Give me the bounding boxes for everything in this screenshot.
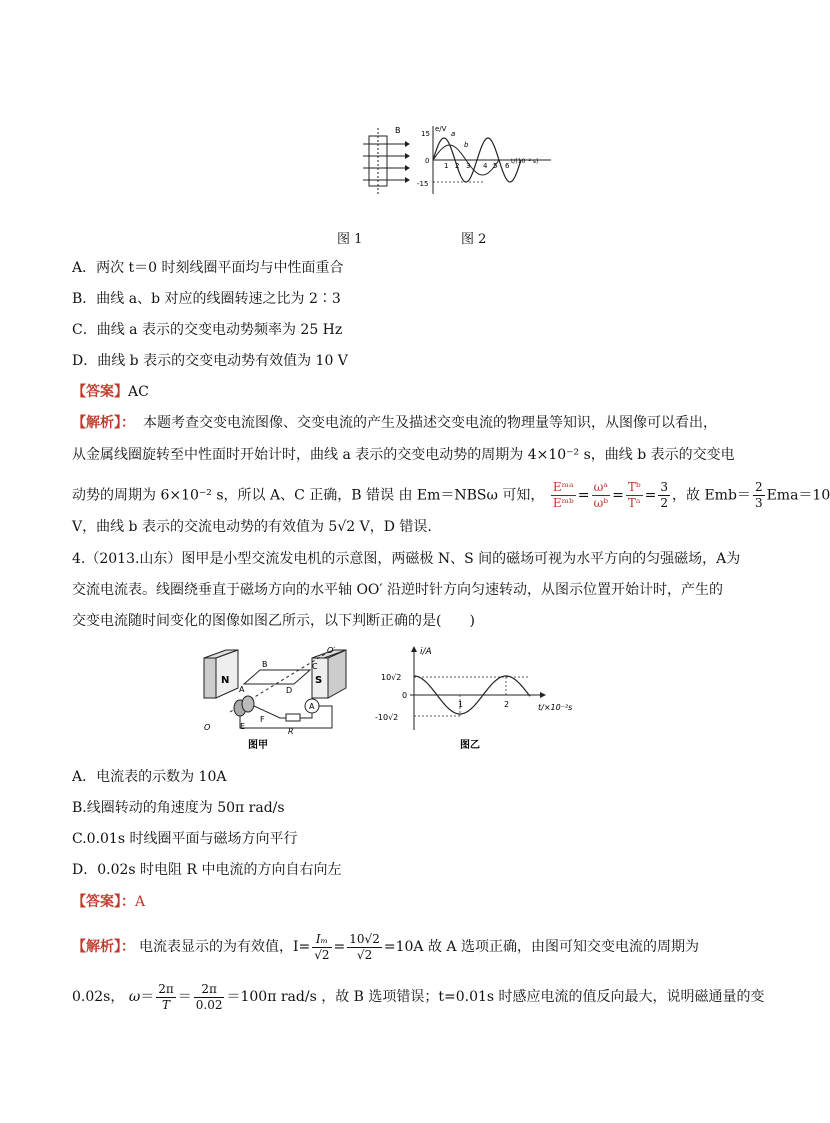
- q4-answer: [72, 892, 145, 912]
- frac-den: T: [161, 997, 170, 1012]
- frac-den: √2: [356, 947, 373, 962]
- axis-o-prime-label: O′: [327, 646, 336, 655]
- omega-fraction-2: [194, 982, 225, 1013]
- x-axis-label: t/(10⁻² s): [511, 158, 539, 165]
- coil-c-label: C: [312, 662, 318, 671]
- q4-option-c: C.0.01s 时线圈平面与磁场方向平行: [72, 831, 298, 847]
- frac-num: ωᵃ: [592, 480, 611, 496]
- i-t-graph: [375, 646, 572, 751]
- q3-analysis-line1: [72, 413, 717, 433]
- q4-analysis-line1: 【解析】： 电流表显示的为有效值，I= $\frac{\text{Iₘ}}{√2}$ = $\frac{10√2}{√2}$ =10A 故 A 选项正确，由图可知交变电流的周期为: [72, 931, 699, 962]
- q4-option-d: D．0.02s 时电阻 R 中电流的方向自右向左: [72, 862, 342, 878]
- q4-stem-line1: 4.（2013.山东）图甲是小型交流发电机的示意图，两磁极 N、S 间的磁场可视为水平方向的匀强磁场，A为: [72, 551, 741, 567]
- ratio-fraction-2: [592, 480, 611, 511]
- y-tick-0: 0: [425, 157, 430, 165]
- q3-answer: [72, 382, 149, 402]
- q3-analysis-text3c: Ema＝10: [766, 487, 830, 504]
- q4-answer-label: 【答案】：: [72, 894, 135, 910]
- curve-b-label: b: [464, 141, 469, 149]
- q4-stem-line2: 交流电流表。线圈绕垂直于磁场方向的水平轴 OO′ 沿逆时针方向匀速转动，从图示位置开始计时，产生的: [72, 582, 724, 598]
- q4-analysis-text2b: ＝100π rad/s ，故 B 选项错误；t=0.01s 时感应电流的值反向最大，说明磁通量的变: [226, 989, 765, 1005]
- figure-yi-caption: 图乙: [460, 740, 480, 751]
- x-tick-1: 1: [444, 162, 449, 170]
- axis-o-label: O: [204, 723, 211, 732]
- q4-analysis-line2: 0.02s， ω＝ $\frac{2\pi}{T}$ ＝ $\frac{2\pi}{0.02}$ ＝100π rad/s ，故 B 选项错误；t=0.01s 时感应电流的值反向最大，说明磁通量的变: [72, 981, 765, 1012]
- omega-symbol: ω: [128, 989, 141, 1005]
- omega-fraction-1: [156, 982, 176, 1013]
- ratio-fraction-3: [626, 480, 643, 511]
- x-tick-3: 3: [466, 162, 471, 170]
- magnet-n-label: N: [221, 675, 230, 686]
- ratio-fraction-4: [658, 480, 670, 511]
- y-tick-neg15: -15: [417, 180, 429, 188]
- figure-jia-yi-svg: [200, 644, 600, 756]
- q3-option-d: D．曲线 b 表示的交变电动势有效值为 10 V: [72, 353, 348, 369]
- x-tick-1: 1: [458, 700, 464, 709]
- frac-den: Eᵐᵇ: [552, 496, 574, 510]
- q3-analysis-label: 【解析】：: [72, 415, 135, 431]
- magnet-s-label: S: [315, 675, 323, 686]
- ratio-fraction-1: [551, 480, 576, 511]
- frac-num: 10√2: [349, 931, 380, 946]
- coil-d-label: D: [286, 686, 293, 695]
- frac-num: Iₘ: [312, 932, 331, 948]
- frac-num: Tᵇ: [627, 480, 641, 494]
- q4-analysis-text1a: 电流表显示的为有效值，I=: [139, 939, 311, 955]
- x-tick-4: 4: [483, 162, 488, 170]
- frac-num: 2π: [158, 981, 174, 996]
- frac-den: 3: [754, 496, 763, 510]
- q3-option-c: C．曲线 a 表示的交变电动势频率为 25 Hz: [72, 322, 343, 338]
- frac-num: 3: [660, 480, 669, 494]
- q4-analysis-label: 【解析】：: [72, 939, 135, 955]
- x-tick-6: 6: [505, 162, 510, 170]
- curve-a-label: a: [451, 130, 456, 138]
- figure-1-2-svg: [355, 122, 555, 202]
- resistor-r-label: R: [288, 727, 294, 736]
- q3-answer-value: AC: [128, 384, 149, 400]
- coil-b-label: B: [262, 660, 268, 669]
- frac-den: √2: [314, 947, 330, 962]
- figure-jia-caption: 图甲: [248, 740, 268, 751]
- coil-diagram: [363, 126, 410, 194]
- q4-option-b: B.线圈转动的角速度为 50π rad/s: [72, 800, 285, 816]
- frac-num: Eᵐᵃ: [551, 480, 576, 496]
- q4-option-a: A．电流表的示数为 10A: [72, 769, 227, 785]
- frac-den: ωᵇ: [593, 496, 609, 510]
- x-tick-5: 5: [493, 162, 498, 170]
- e-t-graph: [417, 125, 551, 194]
- q4-stem-line3: 交变电流随时间变化的图像如图乙所示，以下判断正确的是( ): [72, 613, 475, 629]
- brush-f-label: F: [260, 715, 265, 724]
- q3-analysis-text3a: 动势的周期为 6×10⁻² s，所以 A、C 正确，B 错误 由 Em＝NBSω 可知，: [72, 487, 545, 504]
- q3-answer-label: 【答案】: [72, 384, 128, 400]
- brush-e-label: E: [240, 722, 246, 731]
- axis-B-label: B: [395, 126, 401, 135]
- frac-num: 2: [754, 480, 763, 494]
- q3-analysis-text3b: ，故 Emb＝: [672, 487, 751, 504]
- value-fraction: [347, 932, 382, 963]
- x-tick-2: 2: [504, 700, 510, 709]
- q3-option-a: A．两次 t＝0 时刻线圈平面均与中性面重合: [72, 260, 344, 276]
- ratio-fraction-5: [753, 480, 765, 511]
- frac-den: 2: [660, 496, 669, 510]
- q3-analysis-line4: V，曲线 b 表示的交流电动势的有效值为 5√2 V，D 错误.: [72, 519, 432, 535]
- ammeter-label: A: [309, 702, 315, 711]
- coil-a-label: A: [239, 685, 245, 694]
- y-tick-zero: 0: [402, 691, 408, 700]
- y-axis-label-i: i/A: [420, 647, 432, 657]
- q3-analysis-line3: 动势的周期为 6×10⁻² s，所以 A、C 正确，B 错误 由 Em＝NBSω 可知， $\frac{\text{Eᵐᵃ}}{\text{Eᵐᵇ}}$ = $\frac{\text{ωᵃ}}{\text{ωᵇ}}$ = $\frac{\text{Tᵇ}}{\text{Tᵃ}}$ = $\frac{3}{2}$ ，故 Emb＝ $\frac{2}{3}$ Ema＝10: [72, 480, 830, 510]
- frac-num: 2π: [194, 982, 225, 998]
- y-tick-neg: -10√2: [375, 713, 399, 722]
- x-tick-2: 2: [455, 162, 460, 170]
- q3-analysis-text1: 本题考查交变电流图像、交变电流的产生及描述交变电流的物理量等知识，从图像可以看出，: [143, 415, 717, 431]
- y-tick-pos: 10√2: [381, 673, 402, 682]
- figure-jia-yi: [200, 644, 600, 756]
- y-tick-15: 15: [421, 130, 430, 138]
- figure-2-caption: 图 2: [461, 232, 487, 247]
- q4-analysis-text1b: =10A 故 A 选项正确，由图可知交变电流的周期为: [383, 939, 699, 955]
- y-axis-label: e/V: [435, 125, 447, 133]
- q4-analysis-text2a: 0.02s，: [72, 989, 125, 1005]
- q3-analysis-line2: 从金属线圈旋转至中性面时开始计时，曲线 a 表示的交变电动势的周期为 4×10⁻² s，曲线 b 表示的交变电: [72, 447, 735, 463]
- figure-1-caption: 图 1: [337, 232, 363, 247]
- figure-1-2: [355, 122, 555, 202]
- frac-den: Tᵃ: [627, 496, 641, 510]
- im-fraction: [312, 932, 331, 963]
- frac-den: 0.02: [195, 997, 223, 1012]
- generator-diagram: [204, 646, 346, 751]
- q3-option-b: B．曲线 a、b 对应的线圈转速之比为 2∶3: [72, 291, 341, 307]
- x-axis-label-t: t/×10⁻²s: [538, 703, 573, 712]
- q4-answer-value: A: [135, 894, 146, 910]
